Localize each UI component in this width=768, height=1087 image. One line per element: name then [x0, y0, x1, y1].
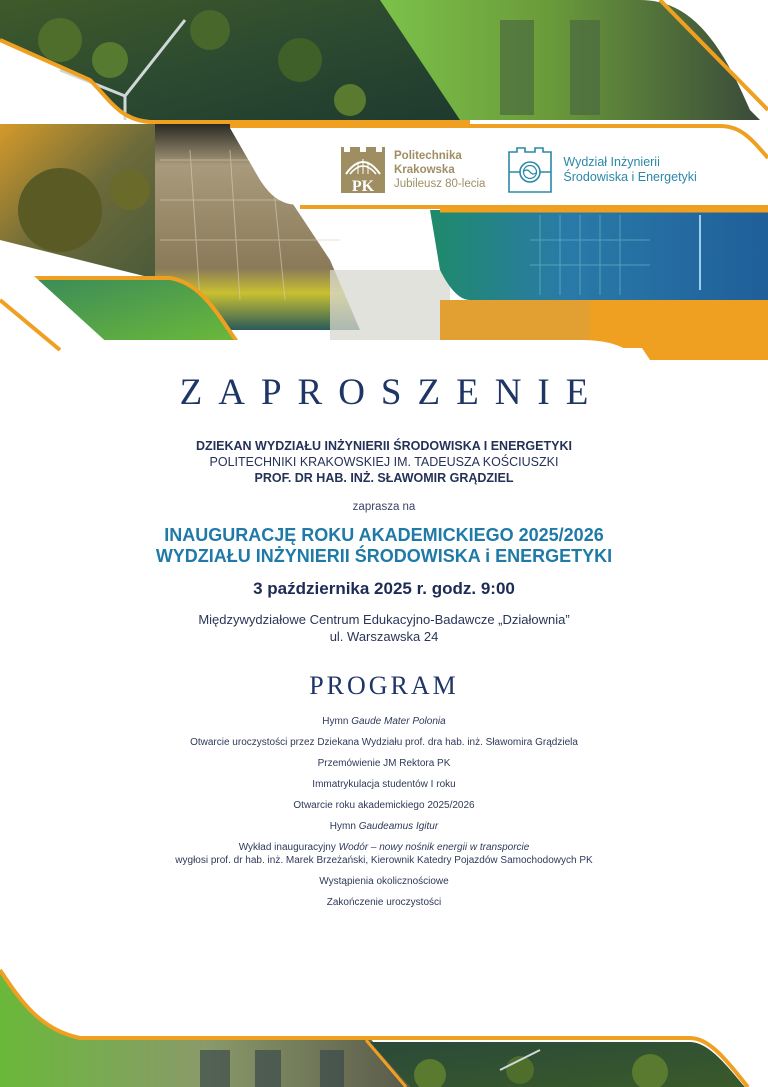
- program-item-text: Wykład inauguracyjny: [238, 842, 339, 853]
- venue-address: ul. Warszawska 24: [329, 629, 439, 644]
- footer-artwork: [0, 960, 768, 1087]
- dean-line-2: POLITECHNIKI KRAKOWSKIEJ IM. TADEUSZA KOŚCIUSZKI: [209, 455, 559, 469]
- dean-name: PROF. DR HAB. INŻ. SŁAWOMIR GRĄDZIEL: [254, 471, 514, 485]
- program-item-text: Hymn: [329, 821, 359, 832]
- logos-row: [340, 142, 740, 198]
- program-item: [0, 854, 768, 867]
- wise-name-line1: Wydział Inżynierii: [563, 155, 660, 169]
- program-item: [0, 757, 768, 770]
- program-item-text: Otwarcie uroczystości przez Dziekana Wydziału prof. dra hab. inż. Sławomira Grądziela: [190, 737, 578, 748]
- pk-castle-logo-icon: [340, 146, 386, 194]
- event-line-2: WYDZIAŁU INŻYNIERII ŚRODOWISKA i ENERGETYKI: [155, 546, 613, 566]
- wise-name-line2: Środowiska i Energetyki: [563, 170, 697, 184]
- invitation-title: ZAPROSZENIE: [179, 372, 605, 413]
- program-item-text: Hymn: [322, 716, 352, 727]
- pk-name-line1: Politechnika: [394, 150, 462, 162]
- program-item: [0, 896, 768, 909]
- dean-line-1: DZIEKAN WYDZIAŁU INŻYNIERII ŚRODOWISKA I ENERGETYKI: [196, 439, 572, 453]
- program-item-text: Wystąpienia okolicznościowe: [319, 876, 449, 887]
- program-list: [0, 715, 768, 909]
- program-item: [0, 715, 768, 728]
- program-item-text: Immatrykulacja studentów I roku: [312, 779, 456, 790]
- event-title: [0, 525, 768, 567]
- program-item-text: Przemówienie JM Rektora PK: [317, 758, 451, 769]
- program-item: [0, 799, 768, 812]
- city-image-panel: [430, 210, 768, 300]
- wise-logo: [507, 146, 696, 194]
- pk-monogram: PK: [351, 178, 375, 194]
- pk-jubilee: Jubileusz 80-lecia: [394, 178, 486, 190]
- event-line-1: INAUGURACJĘ ROKU AKADEMICKIEGO 2025/2026: [164, 525, 604, 545]
- invitation-content: [0, 360, 768, 917]
- venue-name: Międzywydziałowe Centrum Edukacyjno-Badawcze „Działownia”: [198, 612, 570, 627]
- program-item-italic: Gaudeamus Igitur: [358, 821, 439, 832]
- program-item-text: Otwarcie roku akademickiego 2025/2026: [293, 800, 475, 811]
- event-venue: [0, 611, 768, 645]
- program-item-text: wygłosi prof. dr hab. inż. Marek Brzeżański, Kierownik Katedry Pojazdów Samochodowych PK: [175, 855, 593, 866]
- program-item-text: Zakończenie uroczystości: [326, 897, 442, 908]
- invites-text: zaprasza na: [352, 501, 416, 513]
- program-item: [0, 736, 768, 749]
- dean-block: [0, 438, 768, 486]
- program-item: [0, 875, 768, 888]
- program-item-italic: Wodór – nowy nośnik energii w transporcie: [338, 842, 530, 853]
- event-date: 3 października 2025 r. godz. 9:00: [253, 579, 515, 598]
- pk-name-line2: Krakowska: [394, 164, 455, 176]
- program-item: [0, 841, 768, 854]
- wise-tower-logo-icon: [507, 146, 553, 194]
- program-item: [0, 778, 768, 791]
- program-title: PROGRAM: [309, 671, 459, 700]
- program-item-italic: Gaude Mater Polonia: [351, 716, 446, 727]
- pk-logo: [340, 146, 485, 194]
- program-item: [0, 820, 768, 833]
